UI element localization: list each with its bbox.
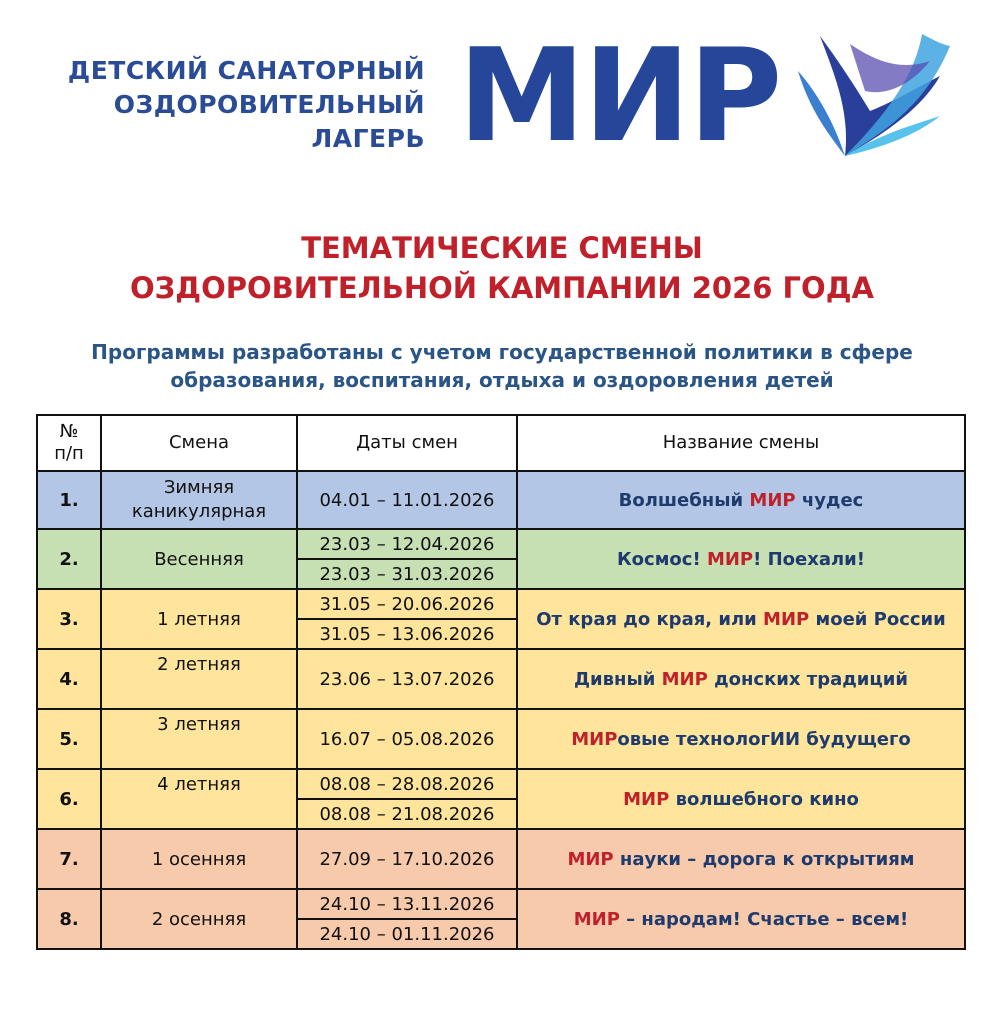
row-shift [101, 471, 297, 529]
row-date: 16.07 – 05.08.2026 [297, 709, 517, 769]
row-name-text: Волшебный [618, 489, 750, 511]
row-shift: 3 летняя [101, 709, 297, 769]
row-shift-line: каникулярная [131, 501, 267, 522]
row-shift-line: Зимняя [163, 477, 235, 498]
row-name [517, 829, 965, 889]
header [0, 0, 1004, 190]
row-name-text: Дивный [574, 668, 662, 690]
camp-name-line: ДЕТСКИЙ САНАТОРНЫЙ [67, 56, 425, 85]
row-name-text: овые технологИИ будущего [617, 728, 911, 750]
subtitle-line: образования, воспитания, отдыха и оздоровления детей [170, 368, 834, 392]
camp-name-line: ЛАГЕРЬ [311, 124, 425, 153]
table-row [37, 889, 965, 919]
row-name-text: моей России [809, 608, 946, 630]
row-name-mir: МИР [573, 908, 620, 930]
header-num-line1: № [59, 421, 79, 442]
subtitle-line: Программы разработаны с учетом государственной политики в сфере [91, 340, 913, 364]
row-date: 08.08 – 28.08.2026 [297, 769, 517, 799]
row-num: 4. [37, 649, 101, 709]
row-date: 23.03 – 31.03.2026 [297, 559, 517, 589]
table-row [37, 829, 965, 889]
title-line: ТЕМАТИЧЕСКИЕ СМЕНЫ [301, 231, 703, 265]
row-name-mir: МИР [661, 668, 708, 690]
title-line: ОЗДОРОВИТЕЛЬНОЙ КАМПАНИИ 2026 ГОДА [130, 271, 874, 305]
row-name-mir: МИР [763, 608, 810, 630]
header-shift: Смена [101, 415, 297, 471]
row-name-mir: МИР [749, 489, 796, 511]
row-shift: 2 осенняя [101, 889, 297, 949]
camp-name-line: ОЗДОРОВИТЕЛЬНЫЙ [113, 90, 425, 119]
row-name-text: волшебного кино [669, 788, 859, 810]
row-date: 24.10 – 13.11.2026 [297, 889, 517, 919]
row-name [517, 649, 965, 709]
header-name: Название смены [517, 415, 965, 471]
row-date: 27.09 – 17.10.2026 [297, 829, 517, 889]
table-row [37, 769, 965, 799]
row-num: 1. [37, 471, 101, 529]
row-date: 23.03 – 12.04.2026 [297, 529, 517, 559]
table-row [37, 709, 965, 769]
row-shift: Весенняя [101, 529, 297, 589]
row-shift: 4 летняя [101, 769, 297, 829]
logo-wordmark: МИР [458, 22, 781, 171]
header-dates: Даты смен [297, 415, 517, 471]
row-name [517, 529, 965, 589]
row-name-text: ! Поехали! [753, 548, 866, 570]
shifts-table [36, 414, 966, 950]
row-name-text: Космос! [616, 548, 707, 570]
row-num: 6. [37, 769, 101, 829]
row-shift: 2 летняя [101, 649, 297, 709]
row-num: 8. [37, 889, 101, 949]
row-date: 23.06 – 13.07.2026 [297, 649, 517, 709]
row-num: 2. [37, 529, 101, 589]
row-date: 31.05 – 13.06.2026 [297, 619, 517, 649]
table-row [37, 589, 965, 619]
row-name-text: донских традиций [707, 668, 908, 690]
header-num-line2: п/п [54, 443, 84, 464]
row-name [517, 889, 965, 949]
row-shift: 1 летняя [101, 589, 297, 649]
row-name-text: науки – дорога к открытиям [613, 848, 915, 870]
row-name [517, 709, 965, 769]
row-name [517, 589, 965, 649]
page-title [0, 228, 1004, 308]
table-header-row [37, 415, 965, 471]
row-num: 7. [37, 829, 101, 889]
row-name-text: чудес [795, 489, 864, 511]
row-name-mir: МИР [623, 788, 670, 810]
row-name-mir: МИР [706, 548, 754, 570]
row-num: 3. [37, 589, 101, 649]
row-date: 04.01 – 11.01.2026 [297, 471, 517, 529]
row-date: 24.10 – 01.11.2026 [297, 919, 517, 949]
camp-name [40, 54, 425, 156]
table-row [37, 529, 965, 559]
table-row [37, 649, 965, 709]
row-name-text: От края до края, или [536, 608, 764, 630]
header-num [37, 415, 101, 471]
page-subtitle [0, 338, 1004, 394]
row-shift: 1 осенняя [101, 829, 297, 889]
row-name-mir: МИР [567, 848, 614, 870]
row-name-mir: МИР [571, 728, 618, 750]
row-name [517, 471, 965, 529]
row-date: 08.08 – 21.08.2026 [297, 799, 517, 829]
row-date: 31.05 – 20.06.2026 [297, 589, 517, 619]
dove-logo-icon [790, 16, 960, 161]
table-row [37, 471, 965, 529]
row-name [517, 769, 965, 829]
row-name-text: – народам! Счастье – всем! [619, 908, 909, 930]
row-num: 5. [37, 709, 101, 769]
